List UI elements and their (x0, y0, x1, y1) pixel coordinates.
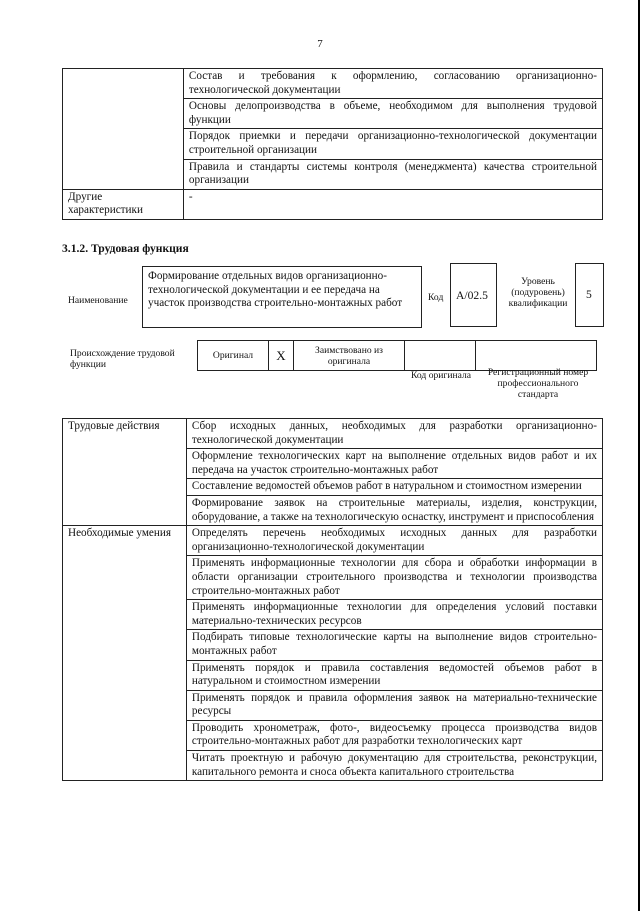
action-item: Составление ведомостей объемов работ в натуральном и стоимостном измерении (186, 479, 602, 496)
skill-item: Подбирать типовые технологические карты на выполнение видов строительно-монтажных работ (186, 630, 602, 660)
skill-item: Определять перечень необходимых исходных данных для разработки организационно-технологической документации (186, 526, 602, 556)
other-characteristics-label: Другие характеристики (63, 189, 184, 219)
name-label: Наименование (68, 295, 128, 306)
skill-item: Проводить хронометраж, фото-, видеосъемку процесса производства видов строительно-монтажных работ для разработки технологических карт (186, 720, 602, 750)
borrowed-cell: Заимствовано из оригинала (294, 341, 405, 371)
knowledge-item: Состав и требования к оформлению, согласованию организационно-технологической документации (183, 69, 602, 99)
code-label: Код (428, 292, 444, 303)
origin-label: Происхождение трудовой функции (70, 348, 175, 370)
actions-label: Трудовые действия (63, 419, 187, 526)
original-mark: X (269, 341, 294, 371)
original-cell: Оригинал (198, 341, 269, 371)
code-original-cell (405, 341, 476, 371)
level-box (575, 263, 604, 327)
skill-item: Читать проектную и рабочую документацию для строительства, реконструкции, капитального ремонта и сноса объекта капитального строительства (186, 751, 602, 781)
action-item: Формирование заявок на строительные материалы, изделия, конструкции, оборудование, а также на технологическую оснастку, инструмент и приспособления (186, 495, 602, 525)
skill-item: Применять порядок и правила составления ведомостей объемов работ в натуральном и стоимостном измерении (186, 660, 602, 690)
code-box (450, 263, 497, 327)
action-item: Сбор исходных данных, необходимых для разработки организационно-технологической документации (186, 419, 602, 449)
empty-label-cell (63, 69, 184, 190)
reg-number-cell (476, 341, 597, 371)
skill-item: Применять информационные технологии для сбора и обработки информации в области организации строительного производства и технологии производства строительно-монтажных работ (186, 556, 602, 600)
other-characteristics-value: - (183, 189, 602, 219)
skill-item: Применять информационные технологии для определения условий поставки материально-технических ресурсов (186, 600, 602, 630)
skills-label: Необходимые умения (63, 526, 187, 781)
reg-number-caption: Регистрационный номер профессионального стандарта (487, 367, 589, 400)
knowledge-item: Правила и стандарты системы контроля (менеджмента) качества строительной организации (183, 159, 602, 189)
page-number: 7 (317, 38, 323, 50)
knowledge-item: Порядок приемки и передачи организационно-технологической документации строительной организации (183, 129, 602, 159)
skill-item: Применять порядок и правила оформления заявок на материально-технические ресурсы (186, 690, 602, 720)
function-table (62, 418, 603, 781)
code-value: A/02.5 (456, 289, 488, 302)
level-value: 5 (586, 288, 592, 301)
code-original-caption: Код оригинала (410, 370, 472, 381)
knowledge-table (62, 68, 603, 220)
function-name: Формирование отдельных видов организационно-технологической документации и ее передача на участок производства строительно-монтажных работ (148, 270, 403, 310)
knowledge-item: Основы делопроизводства в объеме, необходимом для выполнения трудовой функции (183, 99, 602, 129)
section-title: 3.1.2. Трудовая функция (62, 242, 189, 255)
level-label: Уровень (подуровень) квалификации (508, 276, 568, 309)
function-name-box (142, 266, 422, 328)
action-item: Оформление технологических карт на выполнение отдельных видов работ и их передача на участок строительно-монтажных работ (186, 449, 602, 479)
